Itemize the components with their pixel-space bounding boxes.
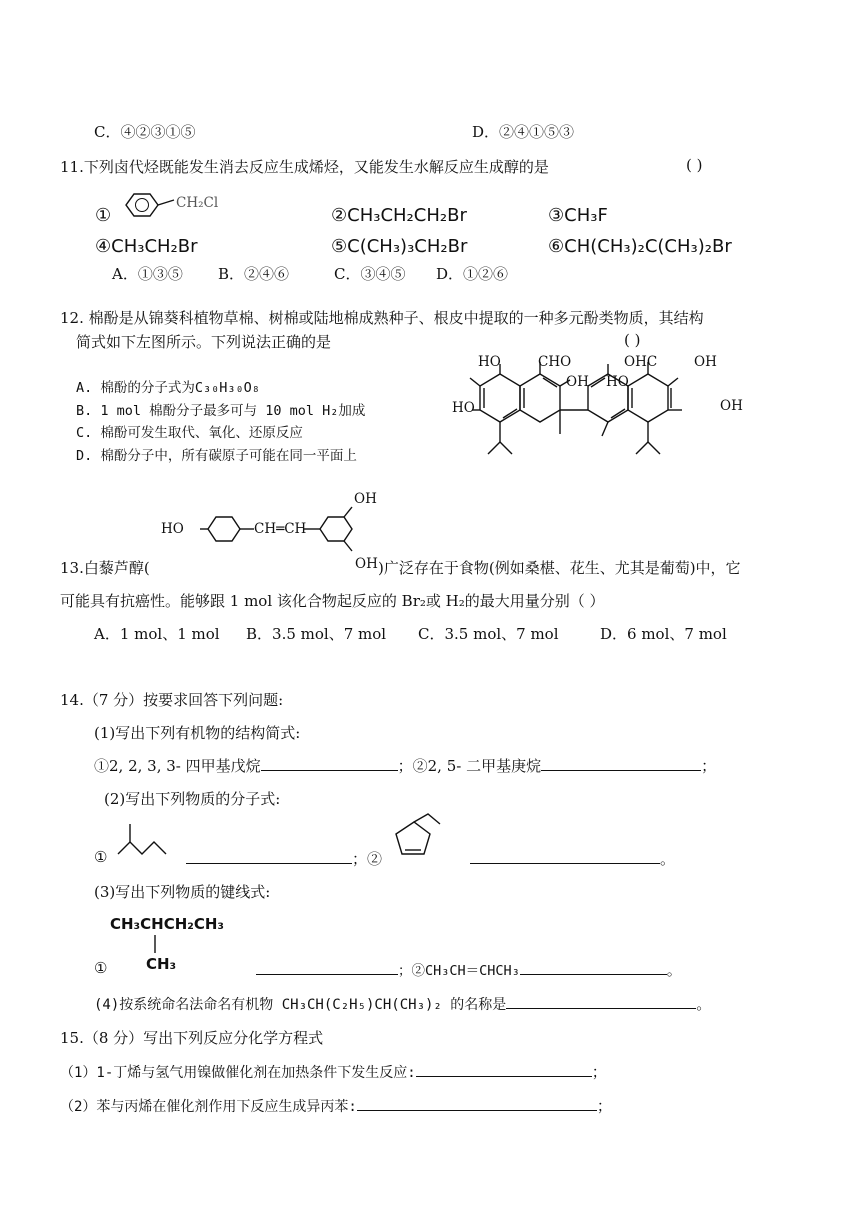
q14-part2: (2)写出下列物质的分子式: [104, 790, 281, 808]
q11-answer-a: A．①③⑤ [112, 265, 183, 283]
q11-answer-d: D．①②⑥ [436, 265, 509, 283]
q15-part2-semi: ； [596, 1097, 612, 1115]
gossypol-label-ho1: HO [478, 354, 501, 370]
q14-part4: (4)按系统命名法命名有机物 CH₃CH(C₂H₅)CH(CH₃)₂ 的名称是 [94, 997, 507, 1013]
q14-part3-period: 。 [666, 961, 682, 979]
gossypol-label-ho3: HO [606, 374, 629, 390]
gossypol-label-ohc: OHC [624, 354, 658, 370]
q13-answer-a: A．1 mol、1 mol [94, 625, 220, 643]
q14-part1-a: ①2, 2, 3, 3- 四甲基戊烷 [94, 757, 261, 775]
q15-part1-line [60, 1061, 607, 1082]
gossypol-label-oh2: OH [694, 354, 717, 370]
q14-part1-items [94, 755, 716, 776]
q14-part1-semi: ； [701, 757, 717, 775]
resveratrol-ch-ch: CH═CH [254, 521, 307, 537]
cyclopentene-structure [390, 818, 470, 868]
q14-part3-branch: CH₃ [146, 955, 177, 973]
q11-paren: ( ) [686, 156, 703, 174]
gossypol-label-cho: CHO [538, 354, 572, 370]
q12-option-a: A. 棉酚的分子式为C₃₀H₃₀O₈ [76, 380, 260, 396]
q13-line1a: 13.白藜芦醇( [60, 559, 150, 577]
q11-option3: ③CH₃F [548, 205, 608, 226]
q14-title: 14.（7 分）按要求回答下列问题: [60, 691, 284, 709]
q14-part1-b: ；②2, 5- 二甲基庚烷 [397, 757, 542, 775]
answer-blank-2b[interactable] [470, 849, 660, 864]
answer-blank-1b[interactable] [541, 756, 701, 771]
q15-part1-semi: ； [591, 1063, 607, 1081]
q11-answer-c: C．③④⑤ [334, 265, 406, 283]
q14-part4-line [94, 993, 711, 1014]
q14-part1: (1)写出下列有机物的结构简式: [94, 724, 301, 742]
gossypol-label-oh1: OH [566, 374, 589, 390]
q15-title: 15.（8 分）写出下列反应分化学方程式 [60, 1029, 324, 1047]
q12-stem-line2: 简式如下左图所示。下列说法正确的是 [76, 333, 332, 351]
q11-option2: ②CH₃CH₂CH₂Br [331, 205, 467, 226]
q15-part2: （2）苯与丙烯在催化剂作用下反应生成异丙苯: [60, 1099, 357, 1115]
gossypol-label-oh3: OH [720, 398, 743, 414]
resveratrol-oh2: OH [355, 556, 378, 572]
q13-answer-b: B．3.5 mol、7 mol [246, 625, 387, 643]
branch-bond [150, 935, 160, 955]
resveratrol-ho: HO [161, 521, 184, 537]
answer-blank-3b[interactable] [520, 960, 667, 975]
q15-part2-line [60, 1095, 612, 1116]
q14-part2-b: ；② [352, 850, 383, 868]
q12-stem-line1: 12. 棉酚是从锦葵科植物草棉、树棉或陆地棉成熟种子、根皮中提取的一种多元酚类物质，其结构 [60, 309, 704, 327]
gossypol-label-ho2: HO [452, 400, 475, 416]
answer-blank-15-2[interactable] [357, 1096, 597, 1111]
answer-blank-3a[interactable] [256, 960, 398, 975]
q14-part3-b: ；②CH₃CH＝CHCH₃ [398, 963, 520, 979]
answer-blank-4[interactable] [506, 994, 696, 1009]
q11-stem: 11.下列卤代烃既能发生消去反应生成烯烃，又能发生水解反应生成醇的是 [60, 158, 549, 176]
q14-part3-a: ① [94, 959, 108, 977]
q14-part2-a: ① [94, 848, 108, 866]
q11-option6: ⑥CH(CH₃)₂C(CH₃)₂Br [548, 236, 732, 257]
resveratrol-oh1: OH [354, 491, 377, 507]
q11-answer-b: B．②④⑥ [218, 265, 290, 283]
q10-option-c: C．④②③①⑤ [94, 123, 196, 141]
q12-paren: ( ) [624, 331, 641, 349]
q12-option-c: C. 棉酚可发生取代、氧化、还原反应 [76, 425, 303, 441]
q14-part3-items [256, 959, 682, 980]
q12-option-b: B. 1 mol 棉酚分子最多可与 10 mol H₂加成 [76, 403, 366, 419]
q15-part1: （1）1-丁烯与氢气用镍做催化剂在加热条件下发生反应: [60, 1065, 416, 1081]
q11-option4: ④CH₃CH₂Br [95, 236, 198, 257]
q14-part2-blank-a-wrap [186, 848, 382, 869]
answer-blank-15-1[interactable] [416, 1062, 592, 1077]
q14-part3: (3)写出下列物质的键线式: [94, 883, 271, 901]
answer-blank-2a[interactable] [186, 849, 352, 864]
q14-part3-formula: CH₃CHCH₂CH₃ [110, 915, 224, 933]
answer-blank-1a[interactable] [261, 756, 398, 771]
q10-option-d: D．②④①⑤③ [472, 123, 575, 141]
q11-option1-group: CH₂Cl [176, 195, 219, 211]
q13-answer-c: C．3.5 mol、7 mol [418, 625, 559, 643]
skeletal-structure-2a [116, 822, 186, 862]
q13-answer-d: D．6 mol、7 mol [600, 625, 727, 643]
q12-option-d: D. 棉酚分子中，所有碳原子可能在同一平面上 [76, 448, 357, 464]
q13-line1b: )广泛存在于食物(例如桑椹、花生、尤其是葡萄)中，它 [378, 559, 741, 577]
q14-part4-period: 。 [696, 995, 712, 1013]
q13-line2: 可能具有抗癌性。能够跟 1 mol 该化合物起反应的 Br₂或 H₂的最大用量分别（ ） [60, 592, 605, 610]
q14-part2-blank-b-wrap [470, 848, 675, 869]
q11-option1-num: ① [95, 205, 112, 226]
q11-option5: ⑤C(CH₃)₃CH₂Br [331, 236, 468, 257]
q14-part2-period: 。 [660, 850, 676, 868]
